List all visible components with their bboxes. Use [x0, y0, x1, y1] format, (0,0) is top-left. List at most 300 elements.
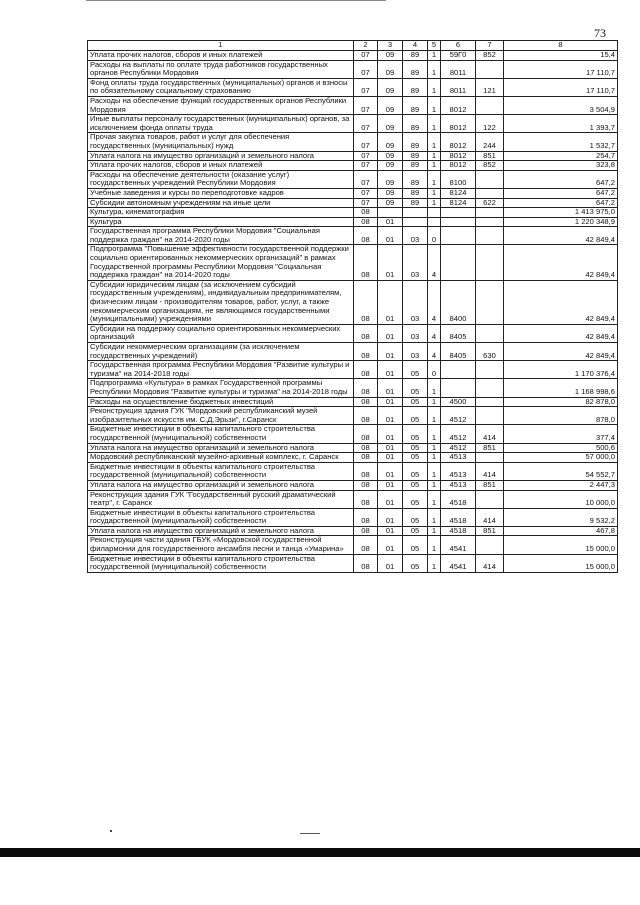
table-header-row: [88, 41, 618, 51]
row-subprogram: 1: [428, 133, 441, 151]
row-section: 08: [354, 208, 378, 218]
table-row: [88, 407, 618, 425]
row-target-code: 8011: [441, 60, 476, 78]
row-subprogram: 1: [428, 51, 441, 61]
row-amount: 647,2: [504, 198, 618, 208]
row-subsection: 09: [378, 78, 403, 96]
row-amount: 647,2: [504, 188, 618, 198]
row-amount: 3 504,9: [504, 96, 618, 114]
row-amount: 500,6: [504, 443, 618, 453]
row-program: 05: [403, 453, 428, 463]
row-expense-type: [476, 407, 504, 425]
row-program: 05: [403, 508, 428, 526]
row-expense-type: 622: [476, 198, 504, 208]
row-program: 89: [403, 78, 428, 96]
row-target-code: 4541: [441, 554, 476, 572]
table-row: [88, 188, 618, 198]
row-expense-type: 121: [476, 78, 504, 96]
row-program: 05: [403, 526, 428, 536]
table-row: [88, 443, 618, 453]
row-program: 89: [403, 60, 428, 78]
row-subprogram: 1: [428, 443, 441, 453]
table-row: [88, 60, 618, 78]
row-target-code: 8012: [441, 133, 476, 151]
row-name: Подпрограмма «Культура» в рамках Государственной программы Республики Мордовия "Развитие культуры и туризма" на 2014-2018 годы: [88, 379, 354, 397]
row-section: 07: [354, 60, 378, 78]
row-expense-type: [476, 96, 504, 114]
table-row: [88, 217, 618, 227]
row-expense-type: 244: [476, 133, 504, 151]
table-row: [88, 245, 618, 280]
row-expense-type: 414: [476, 425, 504, 443]
row-program: 05: [403, 480, 428, 490]
row-expense-type: 851: [476, 526, 504, 536]
row-target-code: 8124: [441, 188, 476, 198]
row-name: Субсидии некоммерческим организациям (за исключением государственных учреждений): [88, 343, 354, 361]
row-expense-type: [476, 324, 504, 342]
row-subsection: 01: [378, 217, 403, 227]
table-row: [88, 425, 618, 443]
table-row: [88, 379, 618, 397]
row-subsection: 01: [378, 324, 403, 342]
row-amount: 42 849,4: [504, 280, 618, 324]
row-name: Уплата налога на имущество организаций и земельного налога: [88, 526, 354, 536]
table-row: [88, 51, 618, 61]
row-program: 05: [403, 379, 428, 397]
row-subprogram: 1: [428, 536, 441, 554]
row-section: 07: [354, 188, 378, 198]
row-expense-type: [476, 170, 504, 188]
row-expense-type: 852: [476, 161, 504, 171]
table-row: [88, 343, 618, 361]
row-subprogram: 1: [428, 462, 441, 480]
row-target-code: 4500: [441, 397, 476, 407]
row-target-code: [441, 245, 476, 280]
table-row: [88, 198, 618, 208]
row-section: 08: [354, 536, 378, 554]
row-target-code: 8012: [441, 151, 476, 161]
row-program: 89: [403, 188, 428, 198]
row-expense-type: 122: [476, 115, 504, 133]
row-amount: 323,8: [504, 161, 618, 171]
row-program: 89: [403, 133, 428, 151]
row-program: 89: [403, 115, 428, 133]
row-section: 07: [354, 198, 378, 208]
row-subsection: 01: [378, 245, 403, 280]
row-target-code: 8400: [441, 280, 476, 324]
row-subprogram: 4: [428, 324, 441, 342]
row-expense-type: [476, 60, 504, 78]
row-subsection: 01: [378, 280, 403, 324]
row-subprogram: 1: [428, 480, 441, 490]
table-row: [88, 96, 618, 114]
row-subsection: 01: [378, 480, 403, 490]
row-subprogram: 0: [428, 361, 441, 379]
row-amount: 1 532,7: [504, 133, 618, 151]
row-subprogram: 0: [428, 227, 441, 245]
row-subsection: 09: [378, 198, 403, 208]
row-section: 08: [354, 508, 378, 526]
table-row: [88, 208, 618, 218]
row-program: 89: [403, 170, 428, 188]
row-name: Субсидии автономным учреждениям на иные цели: [88, 198, 354, 208]
row-subprogram: 1: [428, 161, 441, 171]
row-target-code: 4513: [441, 453, 476, 463]
row-program: 89: [403, 161, 428, 171]
row-amount: 1 393,7: [504, 115, 618, 133]
row-subsection: 09: [378, 51, 403, 61]
row-program: [403, 217, 428, 227]
table-row: [88, 78, 618, 96]
row-subsection: 01: [378, 508, 403, 526]
row-subprogram: 1: [428, 60, 441, 78]
row-amount: 42 849,4: [504, 245, 618, 280]
row-name: Расходы на обеспечение деятельности (оказание услуг) государственных учреждений Республики Мордовия: [88, 170, 354, 188]
row-target-code: 4518: [441, 526, 476, 536]
table-row: [88, 133, 618, 151]
table-row: [88, 554, 618, 572]
row-program: 05: [403, 462, 428, 480]
header-cell: 1: [88, 41, 354, 51]
row-program: 05: [403, 397, 428, 407]
table-row: [88, 397, 618, 407]
row-expense-type: [476, 188, 504, 198]
row-subprogram: 1: [428, 170, 441, 188]
row-amount: 1 168 998,6: [504, 379, 618, 397]
row-amount: 15 000,0: [504, 536, 618, 554]
table-row: [88, 151, 618, 161]
row-section: 07: [354, 96, 378, 114]
row-amount: 467,8: [504, 526, 618, 536]
row-section: 08: [354, 227, 378, 245]
row-subprogram: 1: [428, 453, 441, 463]
row-subsection: 01: [378, 343, 403, 361]
row-target-code: 4518: [441, 508, 476, 526]
row-amount: 15,4: [504, 51, 618, 61]
row-subprogram: 1: [428, 78, 441, 96]
row-expense-type: [476, 361, 504, 379]
row-subsection: 09: [378, 115, 403, 133]
row-amount: 82 878,0: [504, 397, 618, 407]
row-subsection: 01: [378, 425, 403, 443]
row-target-code: 8012: [441, 96, 476, 114]
row-subprogram: 1: [428, 198, 441, 208]
row-target-code: 8124: [441, 198, 476, 208]
row-subsection: 09: [378, 170, 403, 188]
row-name: Уплата налога на имущество организаций и земельного налога: [88, 480, 354, 490]
header-cell: 7: [476, 41, 504, 51]
row-expense-type: 851: [476, 151, 504, 161]
table-row: [88, 324, 618, 342]
scan-bottom-bar: [0, 848, 640, 857]
row-section: 07: [354, 78, 378, 96]
row-program: 03: [403, 227, 428, 245]
row-target-code: 8012: [441, 161, 476, 171]
row-target-code: 4512: [441, 443, 476, 453]
row-section: 08: [354, 324, 378, 342]
row-target-code: 8405: [441, 324, 476, 342]
row-subprogram: 1: [428, 526, 441, 536]
row-amount: 42 849,4: [504, 227, 618, 245]
row-section: 07: [354, 151, 378, 161]
row-target-code: [441, 217, 476, 227]
row-amount: 1 170 376,4: [504, 361, 618, 379]
row-name: Иные выплаты персоналу государственных (муниципальных) органов, за исключением фонда оплаты труда: [88, 115, 354, 133]
row-target-code: 8012: [441, 115, 476, 133]
row-name: Мордовский республиканский музейно-архивный комплекс, г. Саранск: [88, 453, 354, 463]
row-expense-type: 851: [476, 480, 504, 490]
row-target-code: [441, 361, 476, 379]
row-target-code: 8100: [441, 170, 476, 188]
row-name: Расходы на выплаты по оплате труда работников государственных органов Республики Мордовия: [88, 60, 354, 78]
row-name: Расходы на обеспечение функций государственных органов Республики Мордовия: [88, 96, 354, 114]
row-name: Расходы на осуществление бюджетных инвестиций: [88, 397, 354, 407]
row-subsection: 01: [378, 526, 403, 536]
header-cell: 2: [354, 41, 378, 51]
row-amount: 17 110,7: [504, 60, 618, 78]
table-row: [88, 227, 618, 245]
row-target-code: 8405: [441, 343, 476, 361]
row-section: 07: [354, 115, 378, 133]
row-target-code: 4513: [441, 462, 476, 480]
row-program: 89: [403, 198, 428, 208]
row-expense-type: 414: [476, 462, 504, 480]
row-amount: 54 552,7: [504, 462, 618, 480]
row-section: 08: [354, 407, 378, 425]
table-row: [88, 115, 618, 133]
row-program: 89: [403, 151, 428, 161]
table-row: [88, 170, 618, 188]
row-program: [403, 208, 428, 218]
row-expense-type: [476, 490, 504, 508]
row-target-code: [441, 227, 476, 245]
row-name: Бюджетные инвестиции в объекты капитального строительства государственной (муниципальной) собственности: [88, 425, 354, 443]
row-subsection: [378, 208, 403, 218]
scan-dash: [300, 833, 320, 834]
table-row: [88, 161, 618, 171]
row-section: 08: [354, 554, 378, 572]
row-amount: 2 447,3: [504, 480, 618, 490]
row-name: Реконструкция здания ГУК "Государственный русский драматический театр", г. Саранск: [88, 490, 354, 508]
table-row: [88, 453, 618, 463]
row-amount: 42 849,4: [504, 324, 618, 342]
row-section: 08: [354, 397, 378, 407]
row-expense-type: 851: [476, 443, 504, 453]
row-amount: 9 532,2: [504, 508, 618, 526]
row-name: Прочая закупка товаров, работ и услуг для обеспечения государственных (муниципальных) нужд: [88, 133, 354, 151]
table-row: [88, 280, 618, 324]
row-subprogram: 1: [428, 407, 441, 425]
row-target-code: 4512: [441, 425, 476, 443]
row-section: 08: [354, 490, 378, 508]
row-section: 08: [354, 361, 378, 379]
budget-table: [87, 40, 618, 573]
row-amount: 1 220 348,9: [504, 217, 618, 227]
row-subprogram: 1: [428, 188, 441, 198]
row-program: 03: [403, 280, 428, 324]
row-target-code: 4541: [441, 536, 476, 554]
row-expense-type: [476, 227, 504, 245]
row-subprogram: 4: [428, 280, 441, 324]
header-cell: 4: [403, 41, 428, 51]
row-subsection: 01: [378, 407, 403, 425]
row-subsection: 01: [378, 443, 403, 453]
header-cell: 6: [441, 41, 476, 51]
row-section: 08: [354, 217, 378, 227]
row-section: 08: [354, 443, 378, 453]
row-section: 08: [354, 526, 378, 536]
row-amount: 647,2: [504, 170, 618, 188]
row-subprogram: 1: [428, 397, 441, 407]
row-expense-type: 414: [476, 554, 504, 572]
row-subprogram: 1: [428, 490, 441, 508]
header-cell: 3: [378, 41, 403, 51]
row-name: Учебные заведения и курсы по переподготовке кадров: [88, 188, 354, 198]
row-name: Культура: [88, 217, 354, 227]
table-row: [88, 480, 618, 490]
row-subsection: 01: [378, 462, 403, 480]
row-program: 05: [403, 443, 428, 453]
row-subsection: 01: [378, 227, 403, 245]
table-row: [88, 361, 618, 379]
row-section: 07: [354, 51, 378, 61]
row-name: Государственная программа Республики Мордовия "Развитие культуры и туризма" на 2014-2018 годы: [88, 361, 354, 379]
table-row: [88, 526, 618, 536]
row-subprogram: [428, 208, 441, 218]
row-amount: 1 413 975,0: [504, 208, 618, 218]
row-amount: 42 849,4: [504, 343, 618, 361]
row-section: 08: [354, 453, 378, 463]
row-name: Уплата прочих налогов, сборов и иных платежей: [88, 161, 354, 171]
scan-speck: [110, 830, 112, 832]
table-row: [88, 536, 618, 554]
row-amount: 878,0: [504, 407, 618, 425]
row-subprogram: 4: [428, 343, 441, 361]
scan-edge-line: [86, 0, 386, 1]
row-subsection: 09: [378, 188, 403, 198]
row-subprogram: 1: [428, 379, 441, 397]
row-expense-type: [476, 208, 504, 218]
row-subsection: 09: [378, 96, 403, 114]
row-name: Бюджетные инвестиции в объекты капитального строительства государственной (муниципальной) собственности: [88, 462, 354, 480]
row-subsection: 01: [378, 453, 403, 463]
row-name: Реконструкция здания ГУК "Мордовский республиканский музей изобразительных искусств им. С.Д.Эрьзи", г.Саранск: [88, 407, 354, 425]
row-subprogram: 1: [428, 115, 441, 133]
row-amount: 57 000,0: [504, 453, 618, 463]
row-section: 08: [354, 379, 378, 397]
row-program: 03: [403, 245, 428, 280]
row-subsection: 09: [378, 133, 403, 151]
page-number: 73: [594, 26, 606, 40]
row-name: Фонд оплаты труда государственных (муниципальных) органов и взносы по обязательному социальному страхованию: [88, 78, 354, 96]
row-name: Субсидии юридическим лицам (за исключением субсидий государственным учреждениям), индивидуальным предпринимателям, физическим лицам - производителям товаров, работ, услуг, а также некоммерческим организациям, не являющимся государственными (муниципальными) учреждениями: [88, 280, 354, 324]
row-subprogram: 1: [428, 508, 441, 526]
row-subsection: 01: [378, 361, 403, 379]
row-name: Уплата налога на имущество организаций и земельного налога: [88, 151, 354, 161]
row-name: Реконструкция части здания ГБУК «Мордовской государственной филармонии для государственного ансамбля песни и танца «Умарина»: [88, 536, 354, 554]
row-expense-type: [476, 379, 504, 397]
row-target-code: [441, 208, 476, 218]
row-program: 05: [403, 361, 428, 379]
row-expense-type: [476, 397, 504, 407]
row-program: 03: [403, 324, 428, 342]
row-amount: 15 000,0: [504, 554, 618, 572]
row-target-code: 4513: [441, 480, 476, 490]
row-name: Уплата прочих налогов, сборов и иных платежей: [88, 51, 354, 61]
row-amount: 254,7: [504, 151, 618, 161]
row-program: 03: [403, 343, 428, 361]
table-row: [88, 462, 618, 480]
row-amount: 377,4: [504, 425, 618, 443]
row-program: 89: [403, 51, 428, 61]
row-target-code: 8011: [441, 78, 476, 96]
row-subsection: 01: [378, 397, 403, 407]
header-cell: 5: [428, 41, 441, 51]
row-subsection: 01: [378, 554, 403, 572]
row-subprogram: 1: [428, 96, 441, 114]
row-amount: 10 000,0: [504, 490, 618, 508]
row-subprogram: 1: [428, 554, 441, 572]
row-subsection: 09: [378, 60, 403, 78]
row-section: 08: [354, 245, 378, 280]
row-subprogram: 1: [428, 425, 441, 443]
row-target-code: 59Г0: [441, 51, 476, 61]
row-expense-type: [476, 245, 504, 280]
row-expense-type: [476, 536, 504, 554]
row-section: 08: [354, 280, 378, 324]
row-name: Культура, кинематография: [88, 208, 354, 218]
row-program: 05: [403, 407, 428, 425]
row-subprogram: [428, 217, 441, 227]
row-subsection: 01: [378, 536, 403, 554]
row-expense-type: [476, 280, 504, 324]
row-target-code: 4518: [441, 490, 476, 508]
row-program: 05: [403, 425, 428, 443]
row-expense-type: 630: [476, 343, 504, 361]
row-name: Бюджетные инвестиции в объекты капитального строительства государственной (муниципальной) собственности: [88, 554, 354, 572]
row-name: Бюджетные инвестиции в объекты капитального строительства государственной (муниципальной) собственности: [88, 508, 354, 526]
table-row: [88, 490, 618, 508]
row-subsection: 01: [378, 379, 403, 397]
table-row: [88, 508, 618, 526]
row-program: 05: [403, 536, 428, 554]
row-name: Уплата налога на имущество организаций и земельного налога: [88, 443, 354, 453]
row-expense-type: 852: [476, 51, 504, 61]
row-expense-type: [476, 453, 504, 463]
row-section: 08: [354, 480, 378, 490]
row-section: 08: [354, 425, 378, 443]
row-program: 05: [403, 554, 428, 572]
row-target-code: [441, 379, 476, 397]
row-section: 07: [354, 133, 378, 151]
row-target-code: 4512: [441, 407, 476, 425]
row-section: 07: [354, 161, 378, 171]
row-program: 05: [403, 490, 428, 508]
row-program: 89: [403, 96, 428, 114]
row-subsection: 09: [378, 151, 403, 161]
row-name: Государственная программа Республики Мордовия "Социальная поддержка граждан" на 2014-2020 годы: [88, 227, 354, 245]
row-subsection: 09: [378, 161, 403, 171]
row-subsection: 01: [378, 490, 403, 508]
row-expense-type: 414: [476, 508, 504, 526]
row-name: Субсидии на поддержку социально ориентированных некоммерческих организаций: [88, 324, 354, 342]
row-section: 08: [354, 343, 378, 361]
row-amount: 17 110,7: [504, 78, 618, 96]
row-name: Подпрограмма "Повышение эффективности государственной поддержки социально ориентированных некоммерческих организаций" в рамках Государственной программы Республики Мордовия "Социальная поддержка граждан" на 2014-2020 годы: [88, 245, 354, 280]
row-subprogram: 1: [428, 151, 441, 161]
row-section: 07: [354, 170, 378, 188]
row-section: 08: [354, 462, 378, 480]
